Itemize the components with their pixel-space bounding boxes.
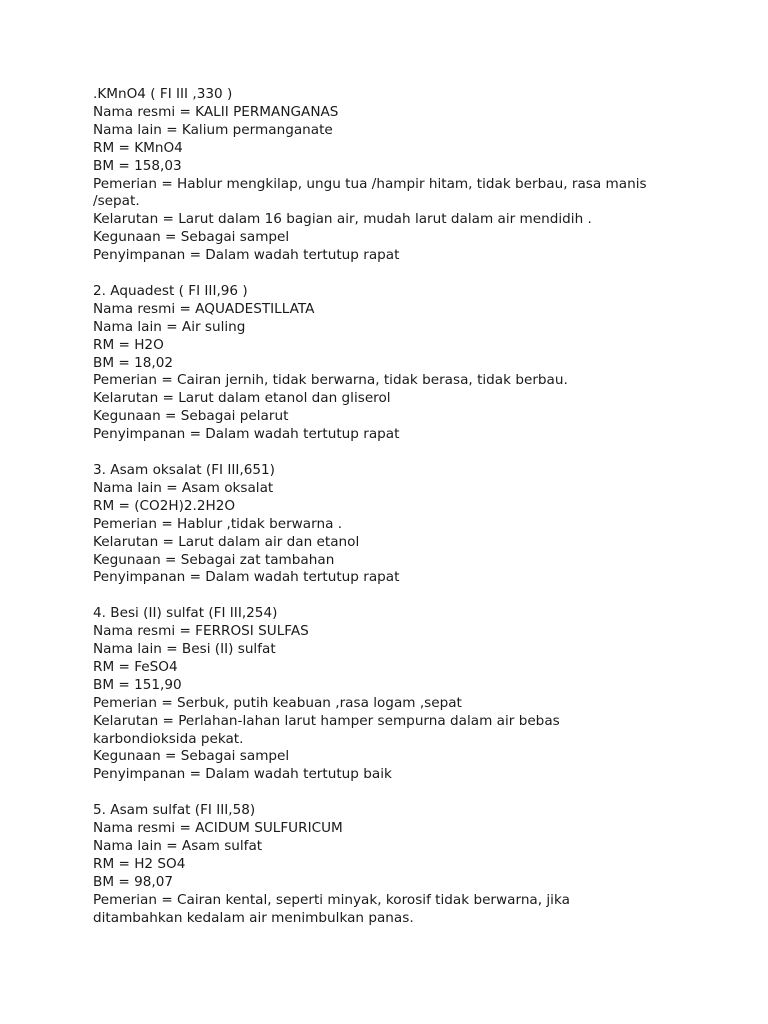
- text-line: Kegunaan = Sebagai sampel: [93, 748, 290, 765]
- text-line: Nama lain = Asam oksalat: [93, 479, 274, 496]
- text-line: Penyimpanan = Dalam wadah tertutup baik: [93, 766, 392, 783]
- text-line: Pemerian = Serbuk, putih keabuan ,rasa logam ,sepat: [93, 694, 462, 711]
- text-line: Pemerian = Hablur mengkilap, ungu tua /hampir hitam, tidak berbau, rasa manis: [93, 175, 647, 192]
- text-line: Pemerian = Cairan jernih, tidak berwarna, tidak berasa, tidak berbau.: [93, 372, 568, 389]
- text-line: Nama lain = Air suling: [93, 318, 246, 335]
- text-line: RM = (CO2H)2.2H2O: [93, 497, 236, 514]
- entry-heading: .KMnO4 ( FI III ,330 ): [93, 86, 233, 102]
- text-line: Penyimpanan = Dalam wadah tertutup rapat: [93, 247, 400, 264]
- entry-asam-sulfat: [93, 802, 693, 927]
- text-line: Nama lain = Besi (II) sulfat: [93, 641, 276, 658]
- entry-heading: 2. Aquadest ( FI III,96 ): [93, 282, 248, 299]
- text-line: ditambahkan kedalam air menimbulkan panas.: [93, 909, 414, 926]
- text-line: BM = 18,02: [93, 354, 174, 371]
- text-line: Penyimpanan = Dalam wadah tertutup rapat: [93, 426, 400, 443]
- document-body: [93, 86, 693, 945]
- entry-heading: 4. Besi (II) sulfat (FI III,254): [93, 605, 278, 622]
- text-line: Nama resmi = ACIDUM SULFURICUM: [93, 820, 343, 837]
- text-line: Kegunaan = Sebagai sampel: [93, 229, 290, 246]
- text-line: Kegunaan = Sebagai zat tambahan: [93, 551, 335, 568]
- text-line: Kelarutan = Larut dalam 16 bagian air, mudah larut dalam air mendidih .: [93, 211, 592, 228]
- text-line: karbondioksida pekat.: [93, 730, 244, 747]
- entry-kmno4: [93, 86, 693, 265]
- text-line: Kegunaan = Sebagai pelarut: [93, 408, 289, 425]
- entry-besi-sulfat: [93, 605, 693, 784]
- text-line: Pemerian = Cairan kental, seperti minyak, korosif tidak berwarna, jika: [93, 891, 570, 908]
- text-line: Kelarutan = Larut dalam etanol dan gliserol: [93, 390, 391, 407]
- entry-heading: 3. Asam oksalat (FI III,651): [93, 462, 275, 478]
- text-line: RM = H2 SO4: [93, 855, 186, 872]
- text-line: /sepat.: [93, 193, 140, 210]
- text-line: Nama resmi = FERROSI SULFAS: [93, 623, 309, 640]
- entry-asam-oksalat: [93, 462, 693, 587]
- text-line: Nama lain = Asam sulfat: [93, 838, 263, 854]
- text-line: BM = 158,03: [93, 157, 182, 174]
- text-line: Nama lain = Kalium permanganate: [93, 121, 333, 138]
- text-line: Nama resmi = KALII PERMANGANAS: [93, 103, 339, 120]
- text-line: RM = FeSO4: [93, 658, 178, 675]
- text-line: Pemerian = Hablur ,tidak berwarna .: [93, 515, 343, 532]
- text-line: Penyimpanan = Dalam wadah tertutup rapat: [93, 569, 400, 586]
- entry-heading: 5. Asam sulfat (FI III,58): [93, 802, 256, 819]
- text-line: RM = H2O: [93, 336, 164, 353]
- entry-aquadest: [93, 283, 693, 444]
- text-line: RM = KMnO4: [93, 139, 183, 156]
- text-line: BM = 98,07: [93, 873, 174, 890]
- text-line: Kelarutan = Larut dalam air dan etanol: [93, 533, 360, 550]
- text-line: Nama resmi = AQUADESTILLATA: [93, 300, 315, 317]
- text-line: BM = 151,90: [93, 676, 182, 693]
- text-line: Kelarutan = Perlahan-lahan larut hamper sempurna dalam air bebas: [93, 712, 560, 729]
